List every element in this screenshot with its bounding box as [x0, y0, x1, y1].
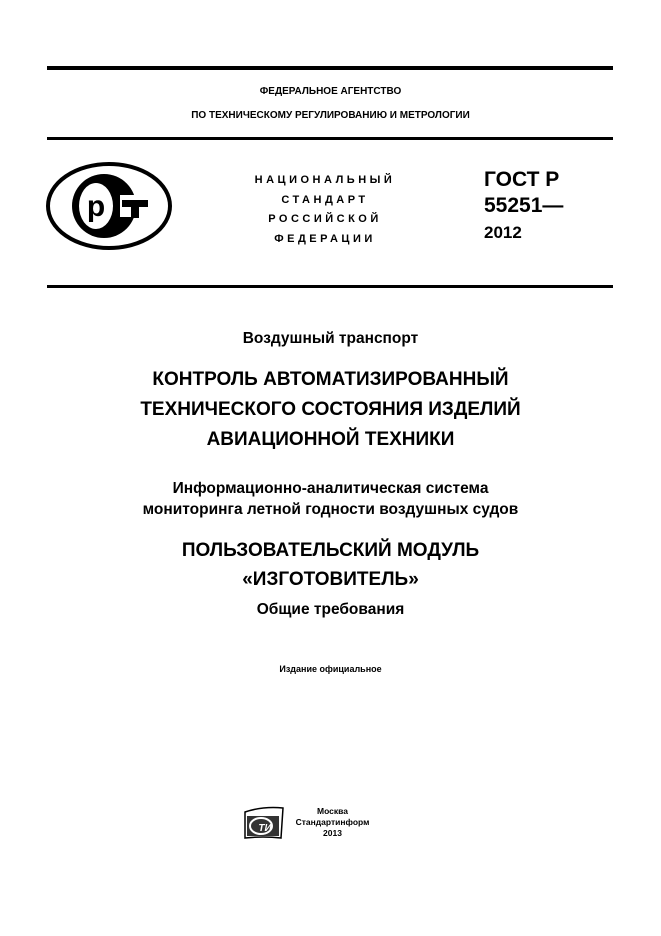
gost-year: 2012 — [484, 223, 522, 242]
title-sub-2: мониторинга летной годности воздушных судов — [142, 501, 519, 518]
publisher-name: Стандартинформ — [295, 817, 370, 827]
standard-type-4: ФЕДЕРАЦИИ — [274, 233, 376, 245]
gost-r-logo-icon — [44, 160, 174, 252]
standard-type-3: РОССИЙСКОЙ — [268, 213, 382, 225]
header-rule — [47, 137, 613, 140]
title-main-2: ТЕХНИЧЕСКОГО СОСТОЯНИЯ ИЗДЕЛИЙ — [140, 399, 521, 420]
title-part: Общие требования — [256, 601, 405, 618]
title-main-1: КОНТРОЛЬ АВТОМАТИЗИРОВАННЫЙ — [152, 369, 509, 390]
title-sub-1: Информационно-аналитическая система — [172, 480, 489, 497]
svg-text:ТИ: ТИ — [258, 823, 272, 834]
top-rule — [47, 66, 613, 70]
publisher-city: Москва — [317, 806, 348, 816]
svg-text:р: р — [86, 190, 106, 223]
gost-prefix: ГОСТ Р — [484, 168, 560, 191]
edition-label: Издание официальное — [279, 664, 382, 674]
bottom-header-rule — [47, 285, 613, 288]
standartinform-logo-icon — [243, 806, 289, 840]
agency-line-2: ПО ТЕХНИЧЕСКОМУ РЕГУЛИРОВАНИЮ И МЕТРОЛОГИИ — [191, 110, 470, 121]
gost-number: 55251— — [484, 194, 564, 217]
standard-type-1: НАЦИОНАЛЬНЫЙ — [254, 174, 396, 186]
agency-line-1: ФЕДЕРАЛЬНОЕ АГЕНТСТВО — [259, 86, 402, 97]
title-main-3: АВИАЦИОННОЙ ТЕХНИКИ — [206, 429, 455, 450]
publisher-year: 2013 — [323, 828, 342, 838]
title-module-2: «ИЗГОТОВИТЕЛЬ» — [242, 569, 419, 590]
title-module-1: ПОЛЬЗОВАТЕЛЬСКИЙ МОДУЛЬ — [181, 540, 480, 561]
standard-type-2: СТАНДАРТ — [281, 194, 369, 206]
title-field: Воздушный транспорт — [242, 330, 419, 347]
